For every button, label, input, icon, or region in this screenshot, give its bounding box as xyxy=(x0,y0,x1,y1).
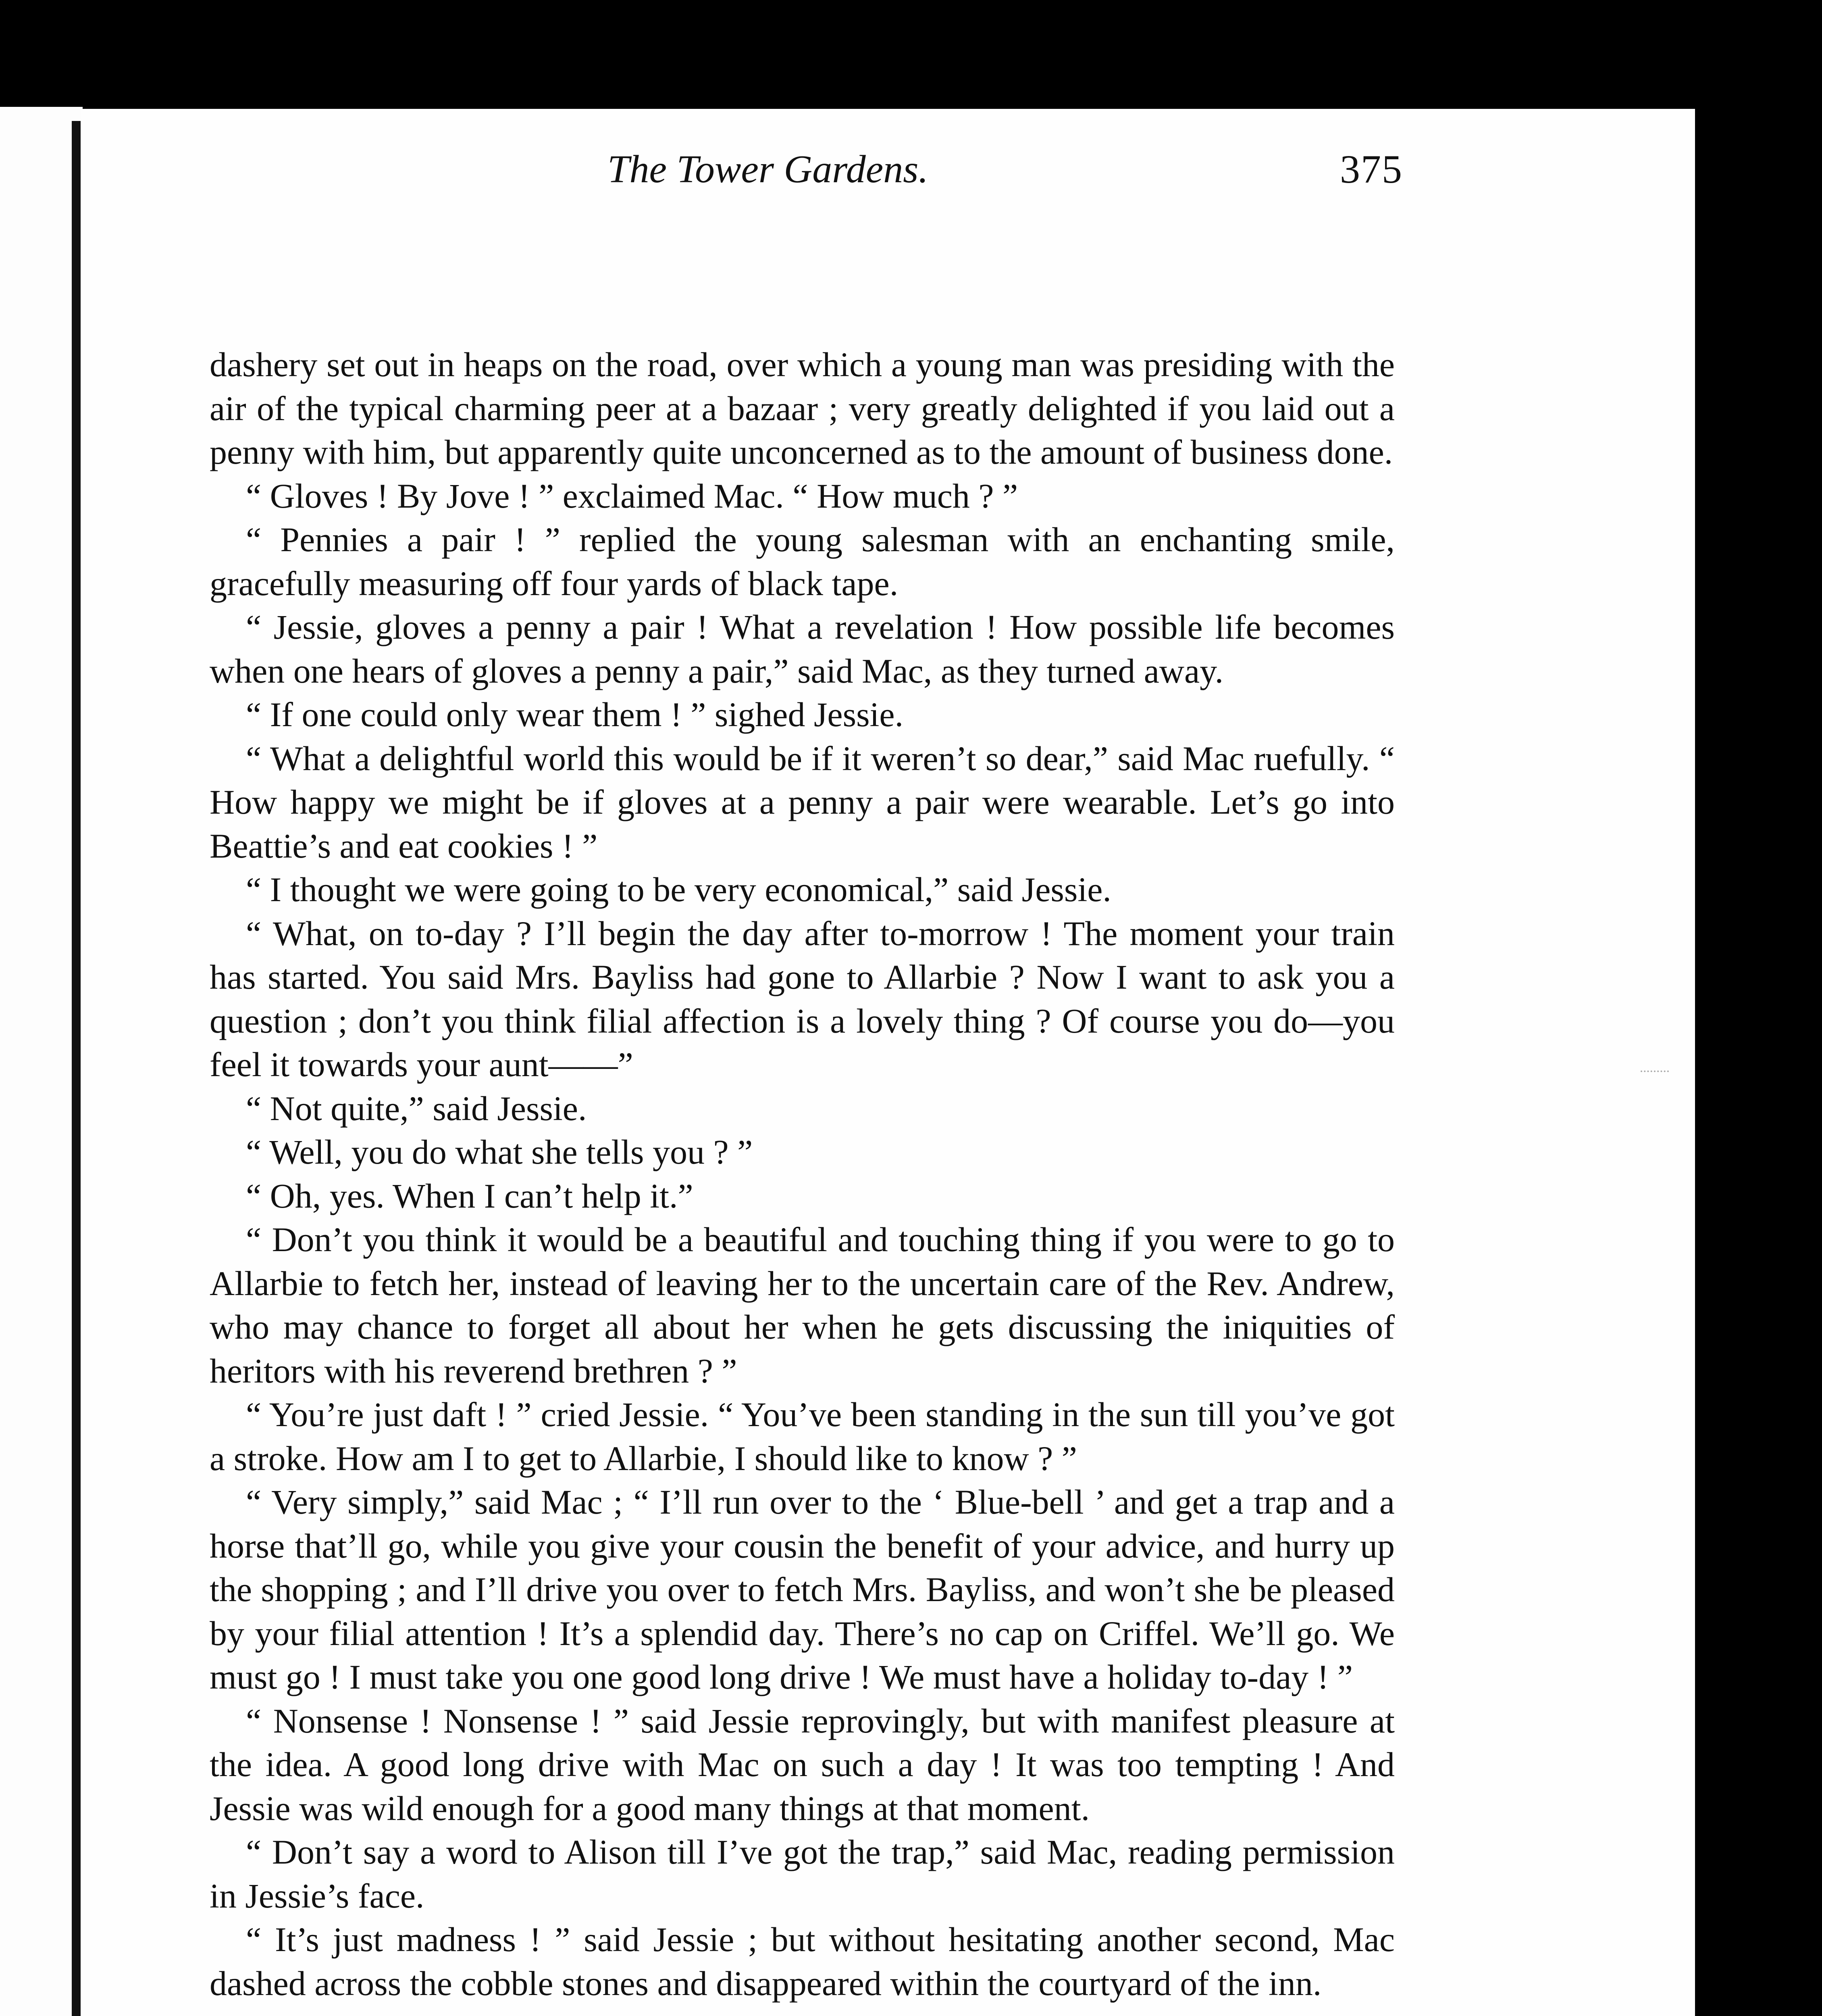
paragraph: “ Well, you do what she tells you ? ” xyxy=(246,1133,753,1171)
body-text xyxy=(210,343,1395,2005)
paragraph: “ Don’t say a word to Alison till I’ve got the trap,” said Mac, reading permission in Jessie’s face. xyxy=(210,1833,1395,1915)
paragraph: “ Pennies a pair ! ” replied the young salesman with an enchanting smile, gracefully measuring off four yards of black tape. xyxy=(210,520,1395,603)
paragraph: “ I thought we were going to be very economical,” said Jessie. xyxy=(246,870,1111,909)
page-number: 375 xyxy=(1340,147,1403,192)
paragraph: “ What a delightful world this would be if it weren’t so dear,” said Mac ruefully. “ How happy we might be if gloves at a penny a pair were wearable. Let’s go into Beattie’s and eat cookies ! ” xyxy=(210,739,1395,865)
running-title: The Tower Gardens. xyxy=(607,148,928,191)
paragraph: “ It’s just madness ! ” said Jessie ; but without hesitating another second, Mac dashed across the cobble stones and disappeared within the courtyard of the inn. xyxy=(210,1920,1395,2003)
binding-shadow xyxy=(72,121,81,2016)
paragraph: “ You’re just daft ! ” cried Jessie. “ You’ve been standing in the sun till you’ve got a stroke. How am I to get to Allarbie, I should like to know ? ” xyxy=(210,1395,1395,1478)
paragraph: dashery set out in heaps on the road, over which a young man was presiding with the air of the typical charming peer at a bazaar ; very greatly delighted if you laid out a penny with him, but apparently quite unconcerned as to the amount of business done. xyxy=(210,345,1395,471)
margin-specks xyxy=(1641,1070,1669,1075)
running-head xyxy=(133,143,1403,196)
paragraph: “ Jessie, gloves a penny a pair ! What a revelation ! How possible life becomes when one hears of gloves a penny a pair,” said Mac, as they turned away. xyxy=(210,608,1395,690)
adjacent-page-edge xyxy=(0,107,83,2016)
paragraph: “ Oh, yes. When I can’t help it.” xyxy=(246,1176,693,1215)
paragraph: “ Very simply,” said Mac ; “ I’ll run over to the ‘ Blue-bell ’ and get a trap and a horse that’ll go, while you give your cousin the benefit of your advice, and hurry up the shopping ; and I’ll drive you over to fetch Mrs. Bayliss, and won’t she be pleased by your filial attention ! It’s a splendid day. There’s no cap on Criffel. We’ll go. We must go ! I must take you one good long drive ! We must have a holiday to-day ! ” xyxy=(210,1483,1395,1696)
paragraph: “ Nonsense ! Nonsense ! ” said Jessie reprovingly, but with manifest pleasure at the idea. A good long drive with Mac on such a day ! It was too tempting ! And Jessie was wild enough for a good many things at that moment. xyxy=(210,1701,1395,1828)
paragraph: “ Not quite,” said Jessie. xyxy=(246,1089,587,1128)
paragraph: “ Gloves ! By Jove ! ” exclaimed Mac. “ How much ? ” xyxy=(246,476,1018,515)
paragraph: “ If one could only wear them ! ” sighed Jessie. xyxy=(246,695,904,734)
paragraph: “ What, on to-day ? I’ll begin the day after to-morrow ! The moment your train has started. You said Mrs. Bayliss had gone to Allarbie ? Now I want to ask you a question ; don’t you think filial affection is a lovely thing ? Of course you do—you feel it towards your aunt——” xyxy=(210,914,1395,1084)
paragraph: “ Don’t you think it would be a beautiful and touching thing if you were to go to Allarbie to fetch her, instead of leaving her to the uncertain care of the Rev. Andrew, who may chance to forget all about her when he gets discussing the iniquities of heritors with his reverend brethren ? ” xyxy=(210,1220,1395,1390)
